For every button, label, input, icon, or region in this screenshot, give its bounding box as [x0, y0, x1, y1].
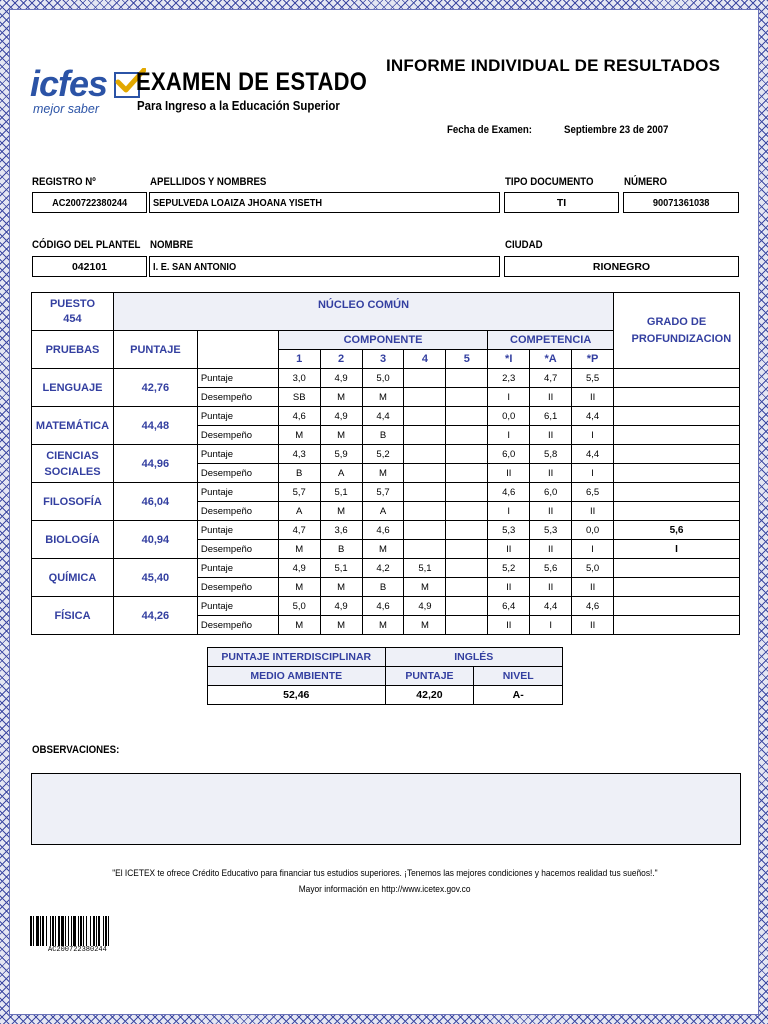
- componente-puntaje-1: 5,0: [278, 597, 320, 616]
- competencia-desempeno-2: I: [530, 616, 572, 635]
- componente-puntaje-2: 4,9: [320, 597, 362, 616]
- puntaje-row-label: Puntaje: [197, 483, 278, 502]
- competencia-desempeno-3: I: [572, 540, 614, 559]
- competencia-header: COMPETENCIA: [488, 331, 614, 350]
- componente-puntaje-4: [404, 407, 446, 426]
- desempeno-row-label: Desempeño: [197, 578, 278, 597]
- icetex-message: [10, 868, 760, 879]
- barcode-bar: [55, 916, 56, 946]
- observaciones-label: OBSERVACIONES:: [32, 744, 120, 756]
- desempeno-row-label: Desempeño: [197, 540, 278, 559]
- ingles-nivel-value: A-: [474, 686, 563, 705]
- barcode-bar: [58, 916, 60, 946]
- componente-col-3: 3: [362, 350, 404, 369]
- componente-puntaje-1: 4,9: [278, 559, 320, 578]
- barcode-bar: [52, 916, 54, 946]
- componente-desempeno-4: M: [404, 616, 446, 635]
- subject-score: 40,94: [113, 521, 197, 559]
- competencia-puntaje-1: 5,2: [488, 559, 530, 578]
- componente-desempeno-5: [446, 388, 488, 407]
- componente-desempeno-5: [446, 502, 488, 521]
- componente-desempeno-3: M: [362, 540, 404, 559]
- codigo-plantel-value: 042101: [71, 260, 108, 273]
- exam-date-value: Septiembre 23 de 2007: [564, 124, 669, 136]
- competencia-col-2: *A: [530, 350, 572, 369]
- componente-puntaje-4: [404, 369, 446, 388]
- competencia-puntaje-2: 4,4: [530, 597, 572, 616]
- competencia-desempeno-1: II: [488, 616, 530, 635]
- grado-puntaje: [614, 559, 740, 578]
- results-table: [31, 292, 740, 635]
- subject-name: FÍSICA: [32, 597, 114, 635]
- grado-desempeno: [614, 388, 740, 407]
- componente-desempeno-3: M: [362, 388, 404, 407]
- componente-puntaje-2: 5,1: [320, 559, 362, 578]
- subject-row-puntaje: [32, 369, 740, 388]
- icfes-logo-tagline: mejor saber: [33, 102, 99, 116]
- grado-desempeno: [614, 464, 740, 483]
- componente-puntaje-1: 4,3: [278, 445, 320, 464]
- tipo-documento-field: [504, 192, 619, 213]
- barcode-bar: [73, 916, 76, 946]
- ciudad-field: [504, 256, 739, 277]
- competencia-desempeno-3: II: [572, 578, 614, 597]
- nombres-value: SEPULVEDA LOAIZA JHOANA YISETH: [153, 196, 323, 209]
- grado-desempeno: [614, 578, 740, 597]
- competencia-desempeno-1: II: [488, 578, 530, 597]
- barcode-bar: [78, 916, 79, 946]
- tipo-documento-label: TIPO DOCUMENTO: [505, 176, 594, 188]
- interdisciplinar-header: PUNTAJE INTERDISCIPLINAR: [208, 648, 386, 667]
- grado-label: GRADO DE PROFUNDIZACION: [631, 315, 732, 345]
- componente-puntaje-2: 5,9: [320, 445, 362, 464]
- componente-puntaje-3: 5,2: [362, 445, 404, 464]
- barcode-bar: [98, 916, 100, 946]
- ciudad-label: CIUDAD: [505, 239, 543, 251]
- componente-desempeno-3: B: [362, 426, 404, 445]
- componente-desempeno-1: B: [278, 464, 320, 483]
- grado-puntaje: [614, 445, 740, 464]
- competencia-puntaje-3: 4,4: [572, 445, 614, 464]
- barcode-bar: [105, 916, 107, 946]
- plantel-nombre-value: I. E. SAN ANTONIO: [153, 260, 237, 273]
- componente-puntaje-3: 5,0: [362, 369, 404, 388]
- barcode-bar: [30, 916, 32, 946]
- componente-desempeno-2: M: [320, 502, 362, 521]
- componente-col-2: 2: [320, 350, 362, 369]
- componente-desempeno-1: M: [278, 426, 320, 445]
- competencia-puntaje-2: 5,6: [530, 559, 572, 578]
- componente-puntaje-5: [446, 559, 488, 578]
- competencia-desempeno-2: II: [530, 426, 572, 445]
- codigo-plantel-field: [32, 256, 147, 277]
- componente-desempeno-5: [446, 426, 488, 445]
- competencia-puntaje-1: 5,3: [488, 521, 530, 540]
- componente-puntaje-2: 4,9: [320, 369, 362, 388]
- ingles-header: INGLÉS: [385, 648, 562, 667]
- report-sheet: [9, 9, 759, 1015]
- componente-desempeno-4: M: [404, 578, 446, 597]
- competencia-puntaje-3: 5,5: [572, 369, 614, 388]
- componente-header: COMPONENTE: [278, 331, 488, 350]
- interdisciplinar-table: [207, 647, 563, 705]
- componente-col-1: 1: [278, 350, 320, 369]
- componente-desempeno-2: M: [320, 616, 362, 635]
- subject-score: 44,96: [113, 445, 197, 483]
- componente-puntaje-2: 4,9: [320, 407, 362, 426]
- componente-col-5: 5: [446, 350, 488, 369]
- medio-ambiente-value: 52,46: [208, 686, 386, 705]
- componente-puntaje-5: [446, 483, 488, 502]
- competencia-desempeno-2: II: [530, 540, 572, 559]
- componente-puntaje-1: 3,0: [278, 369, 320, 388]
- competencia-desempeno-1: II: [488, 464, 530, 483]
- competencia-desempeno-3: I: [572, 464, 614, 483]
- grado-puntaje: [614, 483, 740, 502]
- componente-puntaje-4: 4,9: [404, 597, 446, 616]
- componente-desempeno-1: M: [278, 616, 320, 635]
- puntaje-header: PUNTAJE: [113, 331, 197, 369]
- subject-name: FILOSOFÍA: [32, 483, 114, 521]
- barcode-bar: [71, 916, 72, 946]
- subject-score: 44,26: [113, 597, 197, 635]
- competencia-desempeno-2: II: [530, 464, 572, 483]
- barcode-bar: [46, 916, 47, 946]
- barcode-bar: [86, 916, 87, 946]
- componente-puntaje-4: 5,1: [404, 559, 446, 578]
- barcode-bars: [30, 916, 134, 946]
- competencia-col-3: *P: [572, 350, 614, 369]
- grado-header: [614, 293, 740, 369]
- desempeno-row-label: Desempeño: [197, 388, 278, 407]
- componente-puntaje-3: 5,7: [362, 483, 404, 502]
- tipo-documento-value: TI: [556, 196, 567, 209]
- subject-row-puntaje: [32, 597, 740, 616]
- componente-desempeno-4: [404, 464, 446, 483]
- componente-col-4: 4: [404, 350, 446, 369]
- componente-desempeno-4: [404, 502, 446, 521]
- barcode-bar: [33, 916, 34, 946]
- componente-desempeno-5: [446, 616, 488, 635]
- grado-puntaje: [614, 597, 740, 616]
- componente-desempeno-4: [404, 388, 446, 407]
- competencia-puntaje-2: 6,0: [530, 483, 572, 502]
- numero-label: NÚMERO: [624, 176, 668, 188]
- componente-desempeno-5: [446, 464, 488, 483]
- subject-score: 44,48: [113, 407, 197, 445]
- subject-row-puntaje: [32, 559, 740, 578]
- barcode-bar: [90, 916, 91, 946]
- barcode-bar: [36, 916, 39, 946]
- desempeno-row-label: Desempeño: [197, 616, 278, 635]
- componente-puntaje-3: 4,2: [362, 559, 404, 578]
- registro-label: REGISTRO Nº: [32, 176, 96, 188]
- componente-puntaje-5: [446, 369, 488, 388]
- competencia-col-1: *I: [488, 350, 530, 369]
- codigo-plantel-label: CÓDIGO DEL PLANTEL: [32, 239, 141, 251]
- subject-score: 42,76: [113, 369, 197, 407]
- subject-score: 46,04: [113, 483, 197, 521]
- competencia-desempeno-1: I: [488, 388, 530, 407]
- icetex-line-1: "El ICETEX te ofrece Crédito Educativo para financiar tus estudios superiores. ¡Tenemos las mejores condiciones y hacemos realidad tus sueños!.": [112, 868, 658, 879]
- exam-subtitle: Para Ingreso a la Educación Superior: [137, 98, 340, 113]
- competencia-puntaje-3: 4,4: [572, 407, 614, 426]
- componente-desempeno-2: M: [320, 388, 362, 407]
- blank-header: [197, 331, 278, 369]
- subject-score: 45,40: [113, 559, 197, 597]
- componente-desempeno-2: B: [320, 540, 362, 559]
- numero-value: 90071361038: [652, 196, 710, 209]
- ingles-puntaje-value: 42,20: [385, 686, 474, 705]
- componente-desempeno-3: B: [362, 578, 404, 597]
- subject-row-puntaje: [32, 483, 740, 502]
- competencia-puntaje-2: 6,1: [530, 407, 572, 426]
- desempeno-row-label: Desempeño: [197, 464, 278, 483]
- barcode-text: AC200722380244: [48, 946, 107, 954]
- barcode: [30, 916, 134, 946]
- competencia-desempeno-2: II: [530, 388, 572, 407]
- componente-puntaje-4: [404, 445, 446, 464]
- componente-puntaje-1: 4,7: [278, 521, 320, 540]
- competencia-puntaje-2: 5,8: [530, 445, 572, 464]
- subject-name: MATEMÁTICA: [32, 407, 114, 445]
- icfes-logo-text: icfes: [30, 63, 108, 104]
- pruebas-header: PRUEBAS: [32, 331, 114, 369]
- componente-puntaje-1: 5,7: [278, 483, 320, 502]
- registro-value: AC200722380244: [51, 196, 128, 209]
- subject-row-puntaje: [32, 521, 740, 540]
- subject-name: LENGUAJE: [32, 369, 114, 407]
- componente-desempeno-4: [404, 540, 446, 559]
- medio-ambiente-header: MEDIO AMBIENTE: [208, 667, 386, 686]
- subject-name: BIOLOGÍA: [32, 521, 114, 559]
- observaciones-box: [31, 773, 741, 845]
- exam-date-label: Fecha de Examen:: [447, 124, 533, 136]
- barcode-bar: [42, 916, 44, 946]
- barcode-bar: [40, 916, 41, 946]
- barcode-bar: [65, 916, 66, 946]
- grado-desempeno: I: [614, 540, 740, 559]
- puesto-cell: [32, 293, 114, 331]
- componente-desempeno-1: SB: [278, 388, 320, 407]
- competencia-desempeno-3: II: [572, 502, 614, 521]
- puesto-label: PUESTO: [49, 298, 95, 310]
- barcode-bar: [61, 916, 64, 946]
- componente-desempeno-3: A: [362, 502, 404, 521]
- nucleo-comun-header: NÚCLEO COMÚN: [113, 293, 613, 331]
- competencia-puntaje-1: 2,3: [488, 369, 530, 388]
- puntaje-row-label: Puntaje: [197, 521, 278, 540]
- puntaje-row-label: Puntaje: [197, 559, 278, 578]
- competencia-desempeno-3: II: [572, 388, 614, 407]
- competencia-desempeno-1: I: [488, 426, 530, 445]
- componente-puntaje-3: 4,6: [362, 521, 404, 540]
- componente-desempeno-2: M: [320, 426, 362, 445]
- barcode-bar: [50, 916, 51, 946]
- componente-puntaje-2: 5,1: [320, 483, 362, 502]
- competencia-desempeno-3: II: [572, 616, 614, 635]
- componente-desempeno-4: [404, 426, 446, 445]
- componente-desempeno-1: M: [278, 540, 320, 559]
- exam-title: EXAMEN DE ESTADO: [136, 68, 368, 96]
- competencia-puntaje-1: 4,6: [488, 483, 530, 502]
- puntaje-row-label: Puntaje: [197, 369, 278, 388]
- competencia-puntaje-1: 6,4: [488, 597, 530, 616]
- barcode-bar: [93, 916, 95, 946]
- componente-puntaje-4: [404, 521, 446, 540]
- document-title: INFORME INDIVIDUAL DE RESULTADOS: [386, 56, 721, 75]
- grado-desempeno: [614, 426, 740, 445]
- desempeno-row-label: Desempeño: [197, 502, 278, 521]
- componente-puntaje-2: 3,6: [320, 521, 362, 540]
- grado-puntaje: 5,6: [614, 521, 740, 540]
- componente-puntaje-5: [446, 597, 488, 616]
- competencia-puntaje-1: 6,0: [488, 445, 530, 464]
- componente-puntaje-5: [446, 407, 488, 426]
- grado-puntaje: [614, 369, 740, 388]
- componente-puntaje-3: 4,4: [362, 407, 404, 426]
- registro-field: [32, 192, 147, 213]
- competencia-puntaje-3: 6,5: [572, 483, 614, 502]
- componente-puntaje-3: 4,6: [362, 597, 404, 616]
- competencia-puntaje-2: 4,7: [530, 369, 572, 388]
- ingles-nivel-header: NIVEL: [474, 667, 563, 686]
- competencia-desempeno-2: II: [530, 502, 572, 521]
- subject-row-puntaje: [32, 407, 740, 426]
- competencia-puntaje-3: 5,0: [572, 559, 614, 578]
- puesto-value: 454: [63, 313, 82, 325]
- competencia-desempeno-1: I: [488, 502, 530, 521]
- numero-field: [623, 192, 739, 213]
- competencia-puntaje-1: 0,0: [488, 407, 530, 426]
- barcode-bar: [108, 916, 109, 946]
- plantel-nombre-field: [149, 256, 500, 277]
- puntaje-row-label: Puntaje: [197, 407, 278, 426]
- componente-desempeno-3: M: [362, 464, 404, 483]
- subject-row-puntaje: [32, 445, 740, 464]
- desempeno-row-label: Desempeño: [197, 426, 278, 445]
- competencia-puntaje-3: 0,0: [572, 521, 614, 540]
- icetex-info: [10, 884, 760, 895]
- competencia-puntaje-3: 4,6: [572, 597, 614, 616]
- ciudad-value: RIONEGRO: [592, 260, 651, 273]
- componente-desempeno-2: A: [320, 464, 362, 483]
- componente-desempeno-3: M: [362, 616, 404, 635]
- componente-puntaje-5: [446, 445, 488, 464]
- componente-desempeno-2: M: [320, 578, 362, 597]
- barcode-bar: [96, 916, 97, 946]
- barcode-bar: [80, 916, 82, 946]
- competencia-puntaje-2: 5,3: [530, 521, 572, 540]
- barcode-bar: [103, 916, 104, 946]
- competencia-desempeno-2: II: [530, 578, 572, 597]
- puntaje-row-label: Puntaje: [197, 445, 278, 464]
- nombres-field: [149, 192, 500, 213]
- grado-desempeno: [614, 502, 740, 521]
- subject-name: QUÍMICA: [32, 559, 114, 597]
- nombres-label: APELLIDOS Y NOMBRES: [150, 176, 267, 188]
- competencia-desempeno-1: II: [488, 540, 530, 559]
- icfes-logo: [30, 63, 145, 118]
- subject-name: CIENCIAS SOCIALES: [32, 445, 114, 483]
- componente-desempeno-1: M: [278, 578, 320, 597]
- componente-puntaje-1: 4,6: [278, 407, 320, 426]
- puntaje-row-label: Puntaje: [197, 597, 278, 616]
- barcode-bar: [68, 916, 69, 946]
- competencia-desempeno-3: I: [572, 426, 614, 445]
- componente-desempeno-5: [446, 578, 488, 597]
- barcode-bar: [83, 916, 84, 946]
- icetex-line-2: Mayor información en http://www.icetex.gov.co: [299, 884, 471, 895]
- componente-desempeno-5: [446, 540, 488, 559]
- grado-desempeno: [614, 616, 740, 635]
- plantel-nombre-label: NOMBRE: [150, 239, 194, 251]
- ingles-puntaje-header: PUNTAJE: [385, 667, 474, 686]
- grado-puntaje: [614, 407, 740, 426]
- componente-puntaje-4: [404, 483, 446, 502]
- componente-desempeno-1: A: [278, 502, 320, 521]
- componente-puntaje-5: [446, 521, 488, 540]
